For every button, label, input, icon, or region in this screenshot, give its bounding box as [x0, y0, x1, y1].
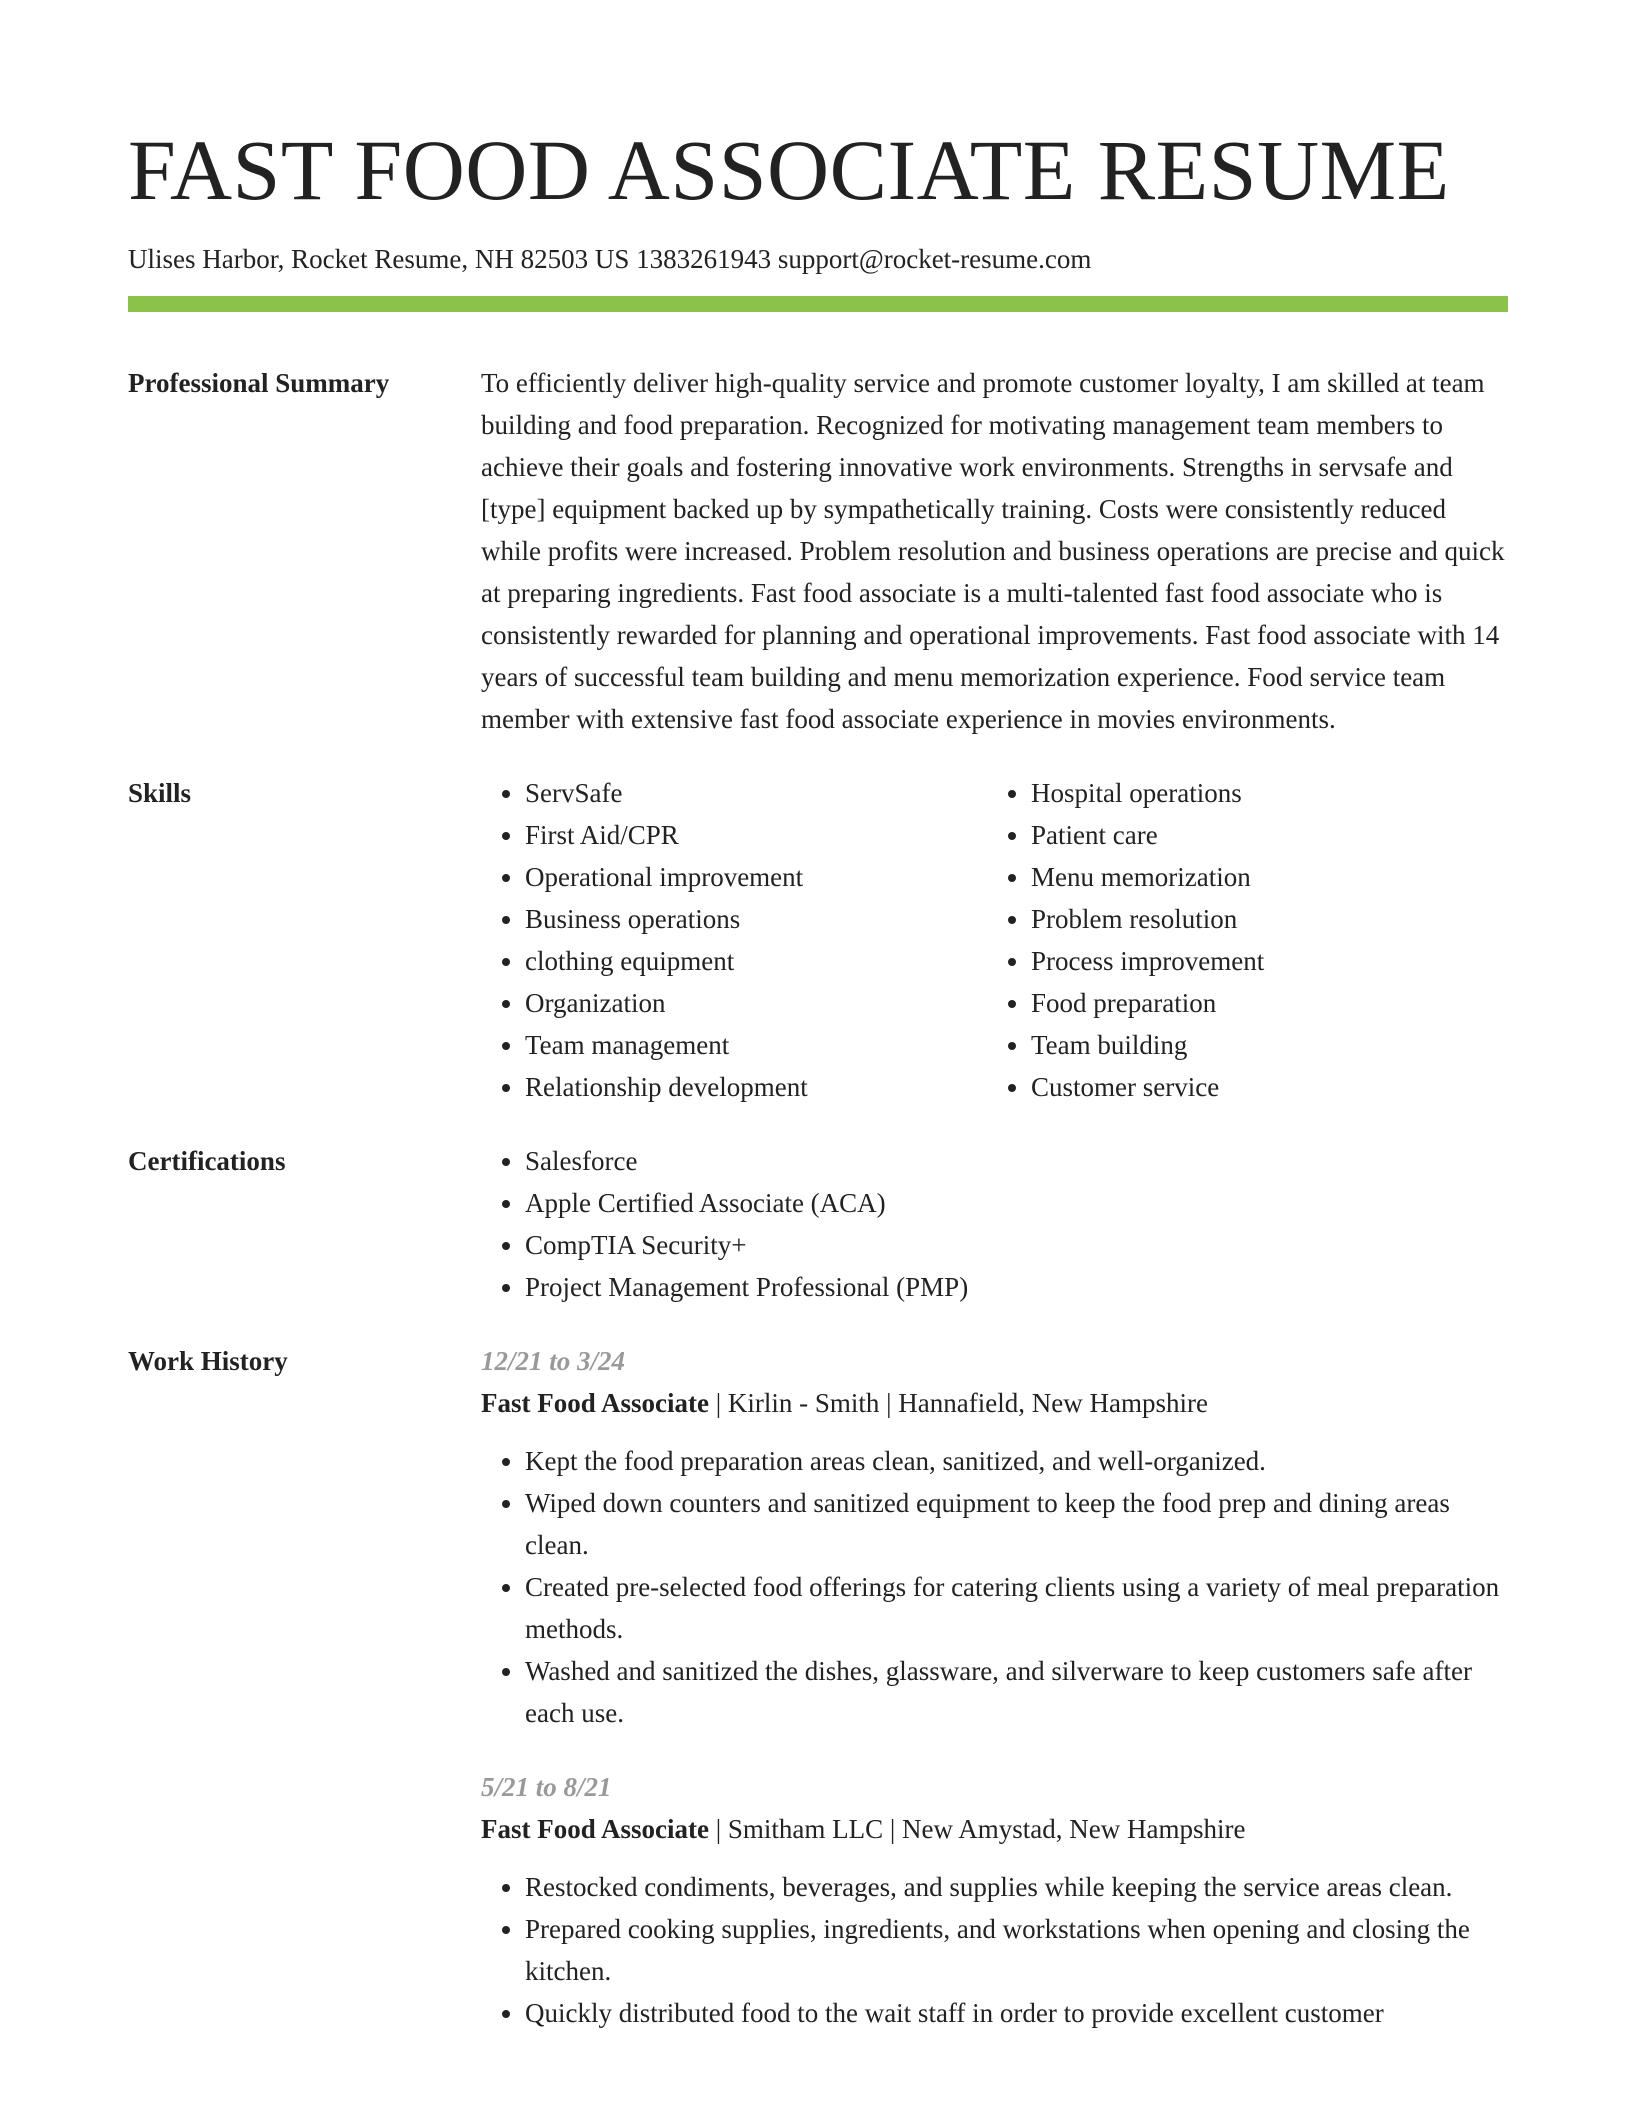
- resume-page: [128, 0, 1508, 2034]
- contact-phone: 1383261943: [636, 244, 772, 274]
- list-item: • CompTIA Security+: [525, 1224, 1508, 1266]
- section-label-skills: Skills: [128, 778, 192, 808]
- list-item: • Process improvement: [1031, 940, 1552, 982]
- certifications-list: [481, 1140, 1508, 1308]
- summary-section: [128, 362, 1508, 740]
- list-item: • clothing equipment: [525, 940, 987, 982]
- list-item: • Menu memorization: [1031, 856, 1552, 898]
- job-entry: [481, 1766, 1508, 2034]
- contact-line: [128, 242, 1508, 276]
- list-item: • Food preparation: [1031, 982, 1552, 1024]
- list-item: • Quickly distributed food to the wait staff in order to provide excellent customer: [525, 1992, 1508, 2034]
- list-item: • Team building: [1031, 1024, 1552, 1066]
- list-item: • Restocked condiments, beverages, and supplies while keeping the service areas clean.: [525, 1866, 1508, 1908]
- list-item: • Team management: [525, 1024, 987, 1066]
- resume-title: FAST FOOD ASSOCIATE RESUME: [128, 122, 1450, 218]
- work-history-section: [128, 1340, 1508, 2034]
- section-label-summary: Professional Summary: [128, 368, 390, 398]
- contact-address: Ulises Harbor, Rocket Resume, NH 82503 US: [128, 244, 630, 274]
- list-item: • First Aid/CPR: [525, 814, 987, 856]
- list-item: • Wiped down counters and sanitized equipment to keep the food prep and dining areas clean.: [525, 1482, 1508, 1566]
- skills-list-left: [481, 772, 987, 1108]
- job-heading: [481, 1382, 1508, 1424]
- list-item: • Customer service: [1031, 1066, 1552, 1108]
- list-item: • Operational improvement: [525, 856, 987, 898]
- job-title: Fast Food Associate: [481, 1388, 709, 1418]
- list-item: • Organization: [525, 982, 987, 1024]
- job-bullets: [481, 1440, 1508, 1734]
- job-bullets: [481, 1866, 1508, 2034]
- job-details: | Smitham LLC | New Amystad, New Hampshire: [708, 1814, 1246, 1844]
- list-item: • Apple Certified Associate (ACA): [525, 1182, 1508, 1224]
- list-item: • Salesforce: [525, 1140, 1508, 1182]
- list-item: • Prepared cooking supplies, ingredients, and workstations when opening and closing the kitchen.: [525, 1908, 1508, 1992]
- section-label-work-history: Work History: [128, 1346, 288, 1376]
- section-label-certifications: Certifications: [128, 1146, 286, 1176]
- job-dates: 5/21 to 8/21: [481, 1772, 612, 1802]
- list-item: • Problem resolution: [1031, 898, 1552, 940]
- list-item: • Washed and sanitized the dishes, glassware, and silverware to keep customers safe after each use.: [525, 1650, 1508, 1734]
- job-details: | Kirlin - Smith | Hannafield, New Hampshire: [708, 1388, 1208, 1418]
- job-title: Fast Food Associate: [481, 1814, 709, 1844]
- list-item: • ServSafe: [525, 772, 987, 814]
- job-dates: 12/21 to 3/24: [481, 1346, 626, 1376]
- job-heading: [481, 1808, 1508, 1850]
- summary-text: To efficiently deliver high-quality service and promote customer loyalty, I am skilled at team building and food preparation. Recognized for motivating management team members to achieve their goals and fostering innovative work environments. Strengths in servsafe and [type] equipment backed up by sympathetically training. Costs were consistently reduced while profits were increased. Problem resolution and business operations are precise and quick at preparing ingredients. Fast food associate is a multi-talented fast food associate who is consistently rewarded for planning and operational improvements. Fast food associate with 14 years of successful team building and menu memorization experience. Food service team member with extensive fast food associate experience in movies environments.: [481, 368, 1505, 734]
- list-item: • Created pre-selected food offerings for catering clients using a variety of meal preparation methods.: [525, 1566, 1508, 1650]
- header-divider: [128, 296, 1508, 312]
- job-entry: [481, 1340, 1508, 1734]
- contact-email: support@rocket-resume.com: [777, 244, 1092, 274]
- list-item: • Patient care: [1031, 814, 1552, 856]
- list-item: • Hospital operations: [1031, 772, 1552, 814]
- work-history-body: [481, 1340, 1508, 2034]
- skills-columns: [481, 772, 1508, 1108]
- certifications-section: [128, 1140, 1508, 1308]
- list-item: • Relationship development: [525, 1066, 987, 1108]
- skills-section: [128, 772, 1508, 1108]
- list-item: • Kept the food preparation areas clean, sanitized, and well-organized.: [525, 1440, 1508, 1482]
- skills-list-right: [987, 772, 1552, 1108]
- certifications-body: [481, 1140, 1508, 1308]
- list-item: • Business operations: [525, 898, 987, 940]
- list-item: • Project Management Professional (PMP): [525, 1266, 1508, 1308]
